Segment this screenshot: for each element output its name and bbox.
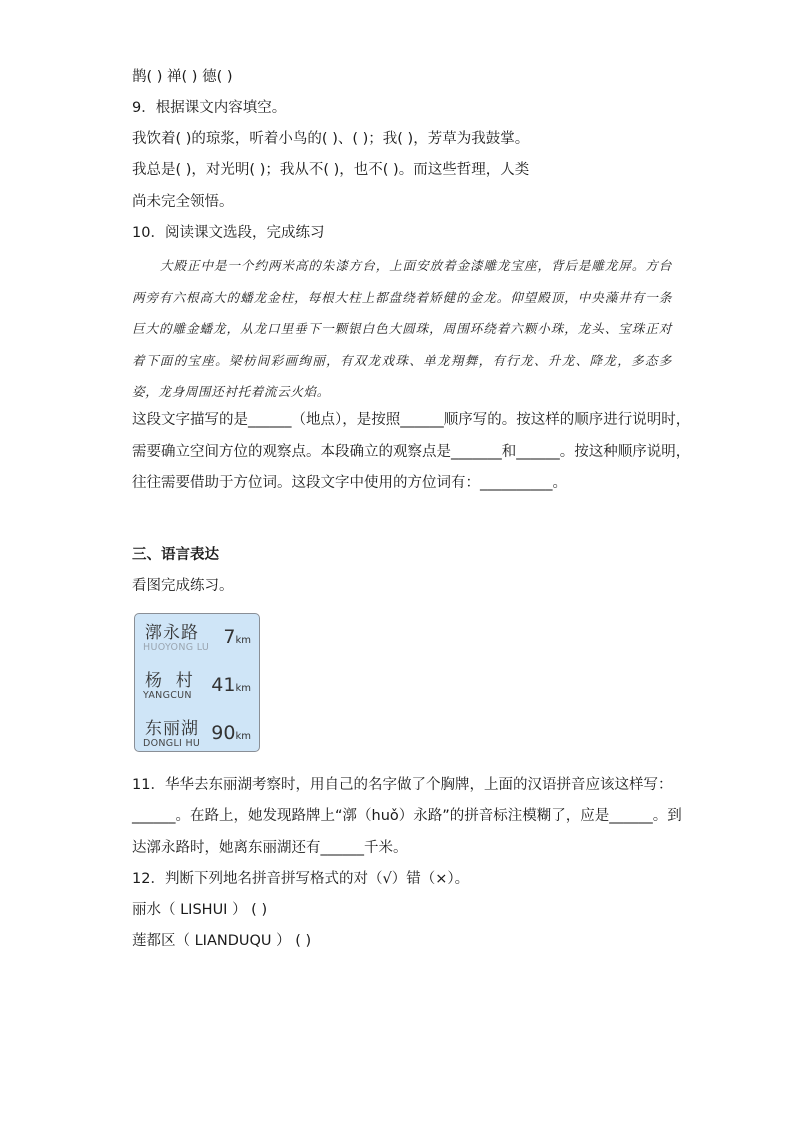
question-9-line-3: 尚未完全领悟。 [132, 194, 234, 210]
sign-place-name: 漷永路 [145, 623, 199, 643]
sign-row-huoyong [143, 618, 253, 658]
sign-distance: 7km [223, 626, 251, 648]
question-11-line-2: ______。在路上，她发现路牌上“漷（huǒ）永路”的拼音标注模糊了，应是______。到 [132, 808, 682, 824]
sign-place-pinyin: YANGCUN [143, 690, 192, 701]
question-9-line-1: 我饮着( )的琼浆，听着小鸟的( )、( )；我( )，芳草为我鼓掌。 [132, 131, 530, 147]
question-11-line-1: 11．华华去东丽湖考察时，用自己的名字做了个胸牌，上面的汉语拼音应该这样写： [132, 777, 673, 793]
reading-passage: 大殿正中是一个约两米高的朱漆方台，上面安放着金漆雕龙宝座，背后是雕龙屏。方台两旁有六根高大的蟠龙金柱，每根大柱上都盘绕着矫健的金龙。仰望殿顶，中央藻井有一条巨大的雕金蟠龙，从龙口里垂下一颗银白色大圆珠，周围环绕着六颗小珠，龙头、宝珠正对着下面的宝座。梁枋间彩画绚丽，有双龙戏珠、单龙翔舞，有行龙、升龙、降龙，多态多姿，龙身周围还衬托着流云火焰。 [132, 258, 672, 399]
look-instruction: 看图完成练习。 [132, 578, 234, 594]
sign-place-name: 杨 村 [145, 671, 194, 691]
sign-place-pinyin: HUOYONG LU [143, 642, 210, 653]
sign-row-donglihu [143, 714, 253, 754]
question-12-item-1: 丽水（ LISHUI ） ( ) [132, 902, 268, 918]
character-blanks-line: 鹊( ) 禅( ) 德( ) [132, 69, 233, 85]
sign-distance: 41km [211, 674, 251, 696]
question-10-line-2: 需要确立空间方位的观察点。本段确立的观察点是_______和______。按这种顺序说明， [132, 444, 691, 460]
sign-place-pinyin: DONGLI HU [143, 738, 201, 749]
question-10: 10．阅读课文选段，完成练习 [132, 225, 325, 241]
section-3-heading: 三、语言表达 [132, 547, 219, 563]
question-11-line-3: 达漷永路时，她离东丽湖还有______千米。 [132, 840, 408, 856]
question-10-line-3: 往往需要借助于方位词。这段文字中使用的方位词有：__________。 [132, 475, 567, 491]
road-sign-image [134, 613, 260, 752]
sign-place-name: 东丽湖 [145, 719, 199, 739]
question-12: 12．判断下列地名拼音拼写格式的对（√）错（×）。 [132, 871, 470, 887]
question-9: 9．根据课文内容填空。 [132, 100, 287, 116]
question-9-line-2: 我总是( )，对光明( )；我从不( )，也不( )。而这些哲理，人类 [132, 162, 530, 178]
question-10-line-1: 这段文字描写的是______（地点），是按照______顺序写的。按这样的顺序进行说明时， [132, 412, 691, 428]
sign-row-yangcun [143, 666, 253, 706]
question-12-item-2: 莲都区（ LIANDUQU ） ( ) [132, 933, 312, 949]
sign-distance: 90km [211, 722, 251, 744]
